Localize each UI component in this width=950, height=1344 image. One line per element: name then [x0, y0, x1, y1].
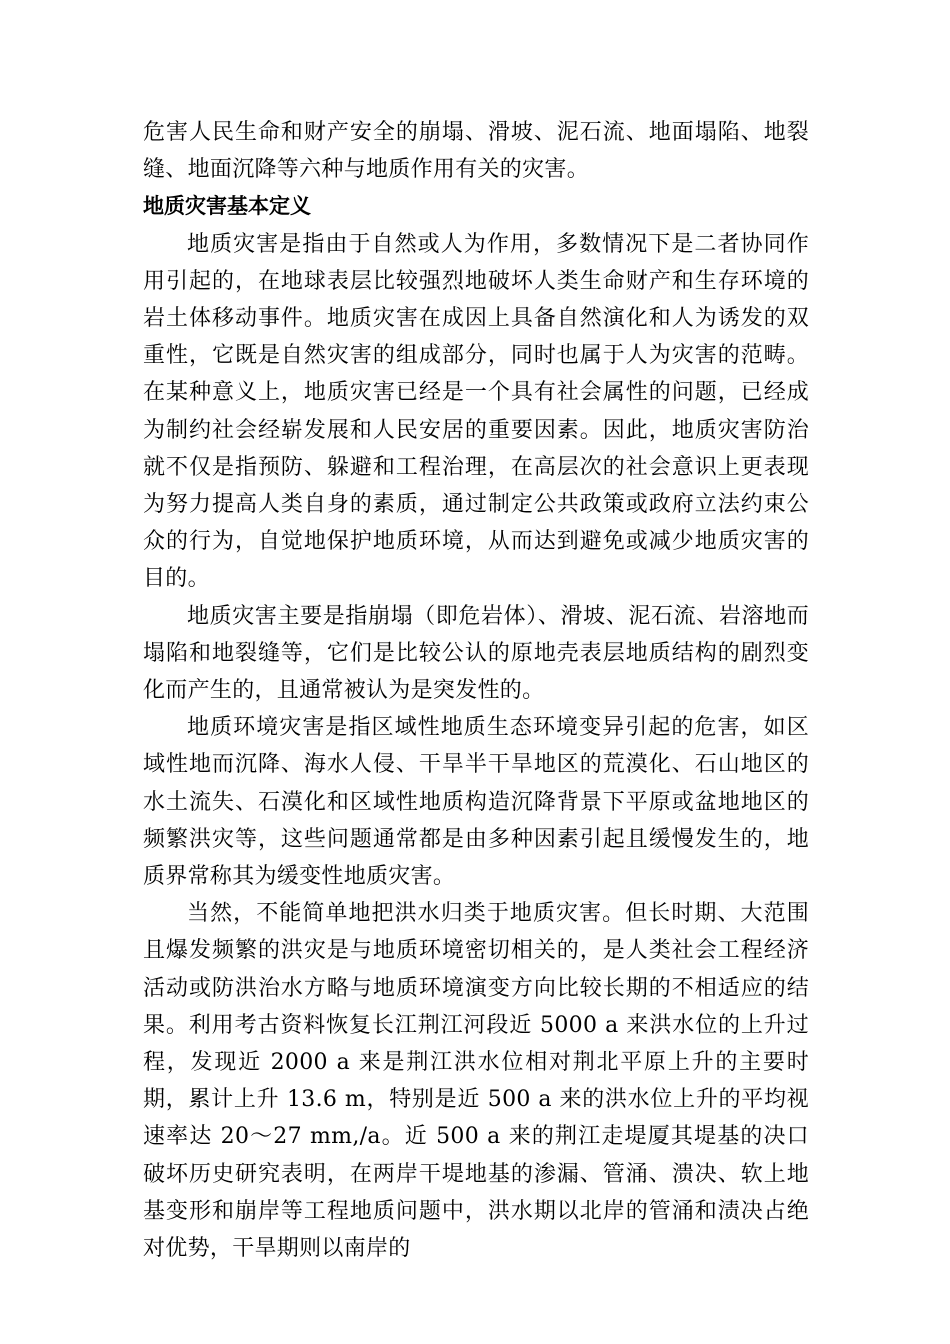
intro-paragraph: 危害人民生命和财产安全的崩塌、滑坡、泥石流、地面塌陷、地裂缝、地面沉降等六种与地质作用有关的灾害。: [143, 120, 809, 183]
body-paragraph: 地质灾害主要是指崩塌（即危岩体）、滑坡、泥石流、岩溶地而塌陷和地裂缝等，它们是比较公认的原地壳表层地质结构的剧烈变化而产生的，且通常被认为是突发性的。: [143, 603, 809, 704]
section-heading: 地质灾害基本定义: [143, 194, 311, 219]
body-paragraph: 地质环境灾害是指区域性地质生态环境变异引起的危害，如区域性地而沉降、海水人侵、干旱半干旱地区的荒漠化、石山地区的水土流失、石漠化和区域性地质构造沉降背景下平原或盆地地区的频繁洪灾等，这些问题通常都是由多种因素引起且缓慢发生的，地质界常称其为缓变性地质灾害。: [143, 715, 809, 890]
body-paragraph: 地质灾害是指由于自然或人为作用，多数情况下是二者协同作用引起的，在地球表层比较强烈地破坏人类生命财产和生存环境的岩土体移动事件。地质灾害在成因上具备自然演化和人为诱发的双重性，它既是自然灾害的组成部分，同时也属于人为灾害的范畴。在某种意义上，地质灾害已经是一个具有社会属性的问题，已经成为制约社会经崭发展和人民安居的重要因素。因此，地质灾害防治就不仅是指预防、躲避和工程治理，在高层次的社会意识上更表现为努力提高人类自身的素质，通过制定公共政策或政府立法约束公众的行为，自觉地保护地质环境，从而达到避免或减少地质灾害的目的。: [143, 231, 809, 592]
body-paragraph: 当然，不能简单地把洪水归类于地质灾害。但长时期、大范围且爆发频繁的洪灾是与地质环境密切相关的，是人类社会工程经济活动或防洪治水方略与地质环境演变方向比较长期的不相适应的结果。利用考古资料恢复长江荆江河段近 5000 a 来洪水位的上升过程，发现近 2000 a 来是荆江洪水位相对荆北平原上升的主要时期，累计上升 13.6 m，特别是近 500 a 来的洪水位上升的平均视速率达 20～27 mm,/a。近 500 a 来的荆江走堤厦其堤基的决口破坏历史研究表明，在两岸干堤地基的渗漏、管涌、溃决、软上地基变形和崩岸等工程地质问题中，洪水期以北岸的管涌和渍决占绝对优势，干旱期则以南岸的: [143, 901, 809, 1262]
document-page: [143, 114, 809, 1267]
